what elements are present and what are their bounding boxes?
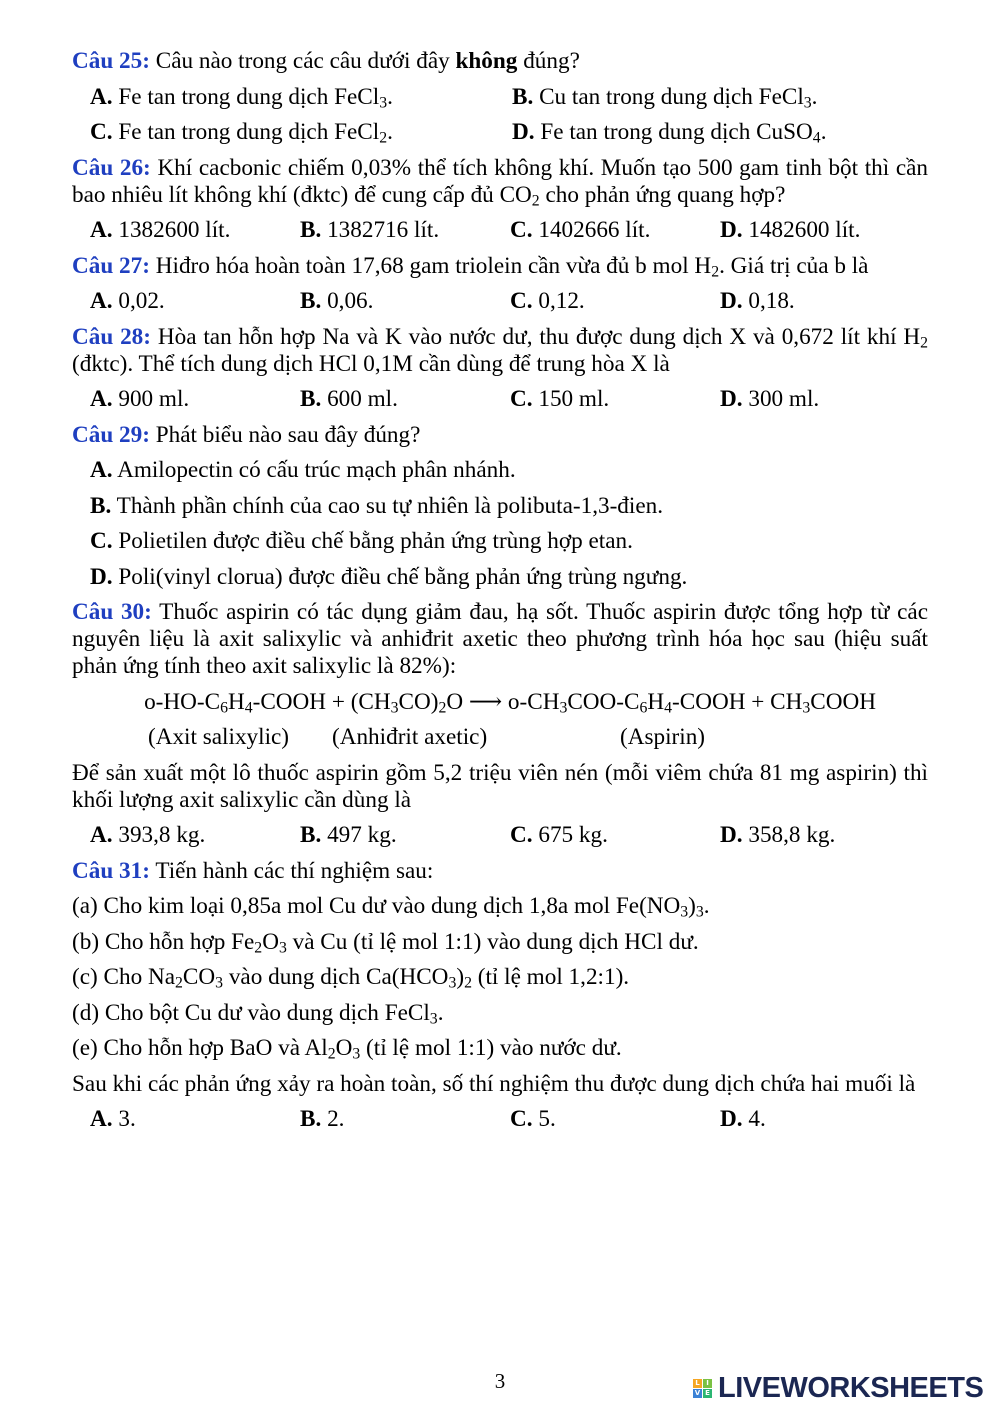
subscript: 3 xyxy=(215,974,224,992)
text-run: 0,12. xyxy=(538,288,585,314)
text-run: 497 kg. xyxy=(327,822,397,848)
chemical-equation xyxy=(72,689,928,716)
option-text xyxy=(118,217,230,243)
option-text xyxy=(118,528,633,554)
text-run: Amilopectin có cấu trúc mạch phân nhánh. xyxy=(117,457,516,483)
subscript: 3 xyxy=(448,974,457,992)
option-letter: C. xyxy=(510,288,533,314)
option-letter: B. xyxy=(300,386,322,412)
text-run: đúng? xyxy=(517,48,580,74)
option-letter: B. xyxy=(300,1106,322,1132)
stem-line xyxy=(72,182,928,209)
option-d[interactable] xyxy=(720,386,930,413)
text-run: O xyxy=(335,1035,353,1061)
text-run: COO-C xyxy=(567,688,640,715)
option-c[interactable] xyxy=(510,288,720,315)
logo-text: LIVEWORKSHEETS xyxy=(718,1372,984,1404)
text-run: Poli(vinyl clorua) được điều chế bằng phản ứng trùng ngưng. xyxy=(118,563,688,590)
stem-line xyxy=(72,787,928,814)
text-run: 358,8 kg. xyxy=(748,822,836,848)
text-run: Câu nào trong các câu dưới đây xyxy=(155,48,456,74)
option-letter: D. xyxy=(720,217,743,243)
question-25 xyxy=(72,48,928,146)
question-28-options xyxy=(72,386,928,413)
text-run: CO) xyxy=(398,688,439,715)
subscript: 6 xyxy=(220,698,228,716)
option-d[interactable] xyxy=(720,822,930,849)
option-letter: D. xyxy=(720,1106,743,1132)
option-c[interactable] xyxy=(510,1106,720,1133)
text-run: và Cu (tỉ lệ mol 1:1) vào dung dịch HCl dư. xyxy=(286,928,699,955)
option-letter: B. xyxy=(300,822,322,848)
question-31-options xyxy=(72,1106,928,1133)
logo-tile: L xyxy=(693,1379,702,1388)
option-b[interactable] xyxy=(512,84,934,111)
option-letter: D. xyxy=(720,386,743,412)
text-run: nguyên liệu là axit salixylic và anhiđrit axetic theo phương trình hóa học sau (hiệu suất xyxy=(72,626,928,652)
bold-text: không xyxy=(455,48,518,74)
option-letter: B. xyxy=(300,288,322,314)
text-run: 900 ml. xyxy=(118,386,190,412)
option-letter: B. xyxy=(512,83,534,110)
experiment-item xyxy=(72,1000,928,1027)
question-label: Câu 31: xyxy=(72,857,150,884)
experiment-item xyxy=(72,1035,928,1062)
text-run: (a) Cho kim loại 0,85a mol Cu dư vào dung dịch 1,8a mol Fe(NO xyxy=(72,893,681,919)
equation-label-aspirin: (Aspirin) xyxy=(620,724,706,750)
question-25-stem xyxy=(72,48,928,75)
question-28-stem xyxy=(72,324,928,378)
text-run: 1382716 lít. xyxy=(327,217,440,243)
text-run: Để sản xuất một lô thuốc aspirin gồm 5,2 triệu viên nén (mỗi viêm chứa 81 mg aspirin) thì xyxy=(72,759,928,786)
option-text xyxy=(748,1106,765,1132)
subscript: 4 xyxy=(812,129,821,147)
option-c[interactable] xyxy=(90,528,928,555)
option-a[interactable] xyxy=(90,386,300,413)
subscript: 6 xyxy=(639,698,648,716)
text-run: . xyxy=(820,119,827,145)
text-run: Fe tan trong dung dịch FeCl xyxy=(118,119,380,145)
text-run: Khí cacbonic chiếm 0,03% thể tích không khí. Muốn tạo 500 gam tinh bột thì cần xyxy=(157,154,929,181)
option-c[interactable] xyxy=(510,217,720,244)
text-run: bao nhiêu lít không khí (đktc) để cung cấp đủ CO xyxy=(72,181,532,208)
text-run: -COOH + CH xyxy=(672,688,803,715)
text-run: Cu tan trong dung dịch FeCl xyxy=(539,83,804,110)
question-26 xyxy=(72,155,928,245)
text-run: 0,18. xyxy=(748,288,795,314)
logo-tile: E xyxy=(703,1389,712,1398)
option-text xyxy=(118,386,189,412)
option-letter: A. xyxy=(90,83,113,110)
question-30-stem xyxy=(72,599,928,680)
text-run: 1382600 lít. xyxy=(118,217,231,243)
subscript: 3 xyxy=(390,698,399,716)
option-text xyxy=(118,84,393,110)
text-run: 1402666 lít. xyxy=(538,217,651,243)
text-run: (c) Cho Na xyxy=(72,964,176,990)
text-run: COOH xyxy=(810,688,876,715)
option-b[interactable] xyxy=(300,822,510,849)
subscript: 2 xyxy=(327,1045,336,1063)
text-run: (đktc). Thể tích dung dịch HCl 0,1M cần dùng để trung hòa X là xyxy=(72,350,670,377)
option-letter: C. xyxy=(510,822,533,848)
text-run: 2. xyxy=(327,1106,345,1132)
option-text xyxy=(538,217,650,243)
logo-tile: V xyxy=(694,1389,701,1397)
option-letter: A. xyxy=(90,217,113,243)
option-text xyxy=(748,288,794,314)
text-run: CO xyxy=(182,964,216,990)
stem-line xyxy=(72,422,928,449)
text-run: H xyxy=(227,688,245,715)
question-29-options xyxy=(72,457,928,591)
option-letter: A. xyxy=(90,457,113,483)
question-31-question xyxy=(72,1071,928,1098)
subscript: 3 xyxy=(379,93,388,111)
text-run: . Giá trị của b là xyxy=(719,252,869,279)
liveworksheets-logo[interactable] xyxy=(693,1374,983,1403)
option-a[interactable] xyxy=(90,84,512,111)
subscript: 3 xyxy=(352,1045,361,1063)
option-b[interactable] xyxy=(90,493,928,520)
question-27-stem xyxy=(72,253,928,280)
option-letter: C. xyxy=(90,528,113,554)
logo-tile: I xyxy=(703,1379,712,1388)
subscript: 2 xyxy=(711,262,720,280)
text-run: 5. xyxy=(538,1106,556,1132)
text-run: -COOH + (CH xyxy=(252,688,391,715)
option-text xyxy=(538,288,584,314)
text-run: 3. xyxy=(118,1106,136,1132)
stem-line xyxy=(72,599,928,626)
question-28 xyxy=(72,324,928,414)
option-a[interactable] xyxy=(90,1106,300,1133)
stem-line xyxy=(72,253,928,280)
question-29 xyxy=(72,422,928,591)
option-text xyxy=(539,84,817,110)
text-run: 675 kg. xyxy=(538,822,608,848)
option-b[interactable] xyxy=(300,288,510,315)
question-31 xyxy=(72,858,928,1134)
option-letter: A. xyxy=(90,288,113,314)
question-31-experiments xyxy=(72,893,928,1062)
question-29-stem xyxy=(72,422,928,449)
text-run: 0,06. xyxy=(327,288,374,314)
text-run: 150 ml. xyxy=(538,386,610,412)
option-letter: C. xyxy=(510,217,533,243)
stem-line xyxy=(72,653,928,680)
worksheet-content xyxy=(72,48,928,1142)
text-run: cho phản ứng quang hợp? xyxy=(539,181,786,208)
option-letter: C. xyxy=(510,1106,533,1132)
subscript: 2 xyxy=(438,698,447,716)
option-letter: D. xyxy=(90,563,113,590)
question-25-options xyxy=(72,84,928,147)
option-b[interactable] xyxy=(300,1106,510,1133)
stem-line xyxy=(72,1071,928,1098)
option-b[interactable] xyxy=(300,386,510,413)
option-a[interactable] xyxy=(90,217,300,244)
equation-label-salicylic-acid: (Axit salixylic) xyxy=(148,724,290,750)
question-27-options xyxy=(72,288,928,315)
option-text xyxy=(327,288,373,314)
equation-label-acetic-anhydride: (Anhiđrit axetic) xyxy=(332,724,488,750)
text-run: 4. xyxy=(748,1106,766,1132)
text-run: Sau khi các phản ứng xảy ra hoàn toàn, số thí nghiệm thu được dung dịch chứa hai muối là xyxy=(72,1070,916,1097)
text-run: o-HO-C xyxy=(144,688,221,715)
text-run: Tiến hành các thí nghiệm sau: xyxy=(155,857,434,884)
page-number: 3 xyxy=(494,1369,506,1393)
option-d[interactable] xyxy=(720,217,930,244)
option-text xyxy=(117,457,516,483)
question-30-options xyxy=(72,822,928,849)
text-run: Polietilen được điều chế bằng phản ứng trùng hợp etan. xyxy=(118,528,633,554)
subscript: 3 xyxy=(803,93,812,111)
option-text xyxy=(118,288,164,314)
option-letter: D. xyxy=(512,119,535,145)
option-text xyxy=(117,493,663,519)
subscript: 4 xyxy=(244,698,253,716)
option-text xyxy=(327,217,439,243)
text-run: Thuốc aspirin có tác dụng giảm đau, hạ sốt. Thuốc aspirin được tổng hợp từ các xyxy=(159,599,928,625)
subscript: 2 xyxy=(920,333,929,351)
subscript: 2 xyxy=(175,974,183,992)
option-letter: D. xyxy=(720,288,743,314)
experiment-item xyxy=(72,964,928,991)
question-label: Câu 30: xyxy=(72,599,152,625)
text-run: khối lượng axit salixylic cần dùng là xyxy=(72,786,412,813)
option-letter: D. xyxy=(720,822,743,848)
stem-line xyxy=(72,626,928,653)
option-letter: A. xyxy=(90,1106,113,1132)
option-text xyxy=(540,119,826,145)
question-label: Câu 29: xyxy=(72,421,150,448)
option-text xyxy=(538,386,609,412)
text-run: 393,8 kg. xyxy=(118,822,206,848)
equation-labels xyxy=(72,724,928,751)
option-text xyxy=(118,119,393,145)
experiment-item xyxy=(72,929,928,956)
text-run: O xyxy=(262,928,279,955)
question-26-stem xyxy=(72,155,928,209)
option-d[interactable] xyxy=(512,119,934,146)
option-text xyxy=(327,1106,344,1132)
stem-line xyxy=(72,155,928,182)
option-c[interactable] xyxy=(510,822,720,849)
option-text xyxy=(538,1106,555,1132)
stem-line xyxy=(72,858,928,885)
option-text xyxy=(327,386,398,412)
option-text xyxy=(748,386,819,412)
text-run: Fe tan trong dung dịch FeCl xyxy=(118,83,380,110)
question-label: Câu 28: xyxy=(72,323,151,350)
subscript: 2 xyxy=(379,129,388,147)
liveworksheets-logo-icon xyxy=(693,1379,712,1398)
text-run: . xyxy=(437,999,444,1026)
option-d[interactable] xyxy=(720,288,930,315)
option-d[interactable] xyxy=(90,564,928,591)
text-run: (tỉ lệ mol 1:1) vào nước dư. xyxy=(360,1035,622,1061)
option-text xyxy=(748,217,860,243)
experiment-item xyxy=(72,893,928,920)
option-text xyxy=(748,822,835,848)
option-text xyxy=(118,564,687,590)
text-run: ) xyxy=(688,893,696,919)
subscript: 3 xyxy=(278,938,287,956)
option-c[interactable] xyxy=(90,119,512,146)
text-run: . xyxy=(703,893,710,919)
text-run: . xyxy=(811,83,818,110)
text-run: (tỉ lệ mol 1,2:1). xyxy=(471,964,630,990)
text-run: (e) Cho hỗn hợp BaO và Al xyxy=(72,1035,328,1061)
question-31-stem xyxy=(72,858,928,885)
question-26-options xyxy=(72,217,928,244)
text-run: ) xyxy=(456,964,465,990)
subscript: 3 xyxy=(695,903,704,921)
text-run: 0,02. xyxy=(118,288,165,314)
option-letter: C. xyxy=(510,386,533,412)
option-text xyxy=(118,822,205,848)
question-label: Câu 25: xyxy=(72,48,150,74)
subscript: 3 xyxy=(559,698,568,716)
stem-line xyxy=(72,351,928,378)
option-a[interactable] xyxy=(90,822,300,849)
subscript: 3 xyxy=(680,903,689,921)
text-run: . xyxy=(387,119,393,145)
text-run: Fe tan trong dung dịch CuSO xyxy=(540,119,813,145)
option-text xyxy=(118,1106,135,1132)
text-run: (d) Cho bột Cu dư vào dung dịch FeCl xyxy=(72,999,430,1026)
text-run: vào dung dịch Ca(HCO xyxy=(223,964,449,990)
subscript: 3 xyxy=(429,1009,438,1027)
option-b[interactable] xyxy=(300,217,510,244)
option-letter: A. xyxy=(90,822,113,848)
subscript: 2 xyxy=(254,938,263,956)
option-c[interactable] xyxy=(510,386,720,413)
option-letter: A. xyxy=(90,386,113,412)
option-text xyxy=(327,822,397,848)
option-letter: B. xyxy=(90,492,112,519)
text-run: . xyxy=(387,83,393,110)
text-run: 1482600 lít. xyxy=(748,217,861,243)
subscript: 4 xyxy=(664,698,673,716)
text-run: (b) Cho hỗn hợp Fe xyxy=(72,928,255,955)
question-30-stem-continued xyxy=(72,760,928,814)
option-a[interactable] xyxy=(90,457,928,484)
stem-line xyxy=(72,760,928,787)
text-run: O ⟶ o-CH xyxy=(446,688,560,715)
question-label: Câu 27: xyxy=(72,252,150,279)
subscript: 2 xyxy=(464,974,472,992)
subscript: 3 xyxy=(802,698,811,716)
text-run: 600 ml. xyxy=(327,386,398,412)
text-run: Phát biểu nào sau đây đúng? xyxy=(155,421,421,448)
option-letter: C. xyxy=(90,119,113,145)
option-letter: B. xyxy=(300,217,322,243)
option-d[interactable] xyxy=(720,1106,930,1133)
question-30 xyxy=(72,599,928,849)
option-a[interactable] xyxy=(90,288,300,315)
text-run: Thành phần chính của cao su tự nhiên là polibuta-1,3-đien. xyxy=(116,492,664,519)
question-label: Câu 26: xyxy=(72,154,151,181)
option-text xyxy=(538,822,608,848)
text-run: phản ứng tính theo axit salixylic là 82%): xyxy=(72,653,457,679)
stem-line xyxy=(72,324,928,351)
stem-line xyxy=(72,48,928,75)
subscript: 2 xyxy=(531,191,540,209)
text-run: Hòa tan hỗn hợp Na và K vào nước dư, thu được dung dịch X và 0,672 lít khí H xyxy=(157,323,921,350)
text-run: 300 ml. xyxy=(748,386,820,412)
question-27 xyxy=(72,253,928,316)
text-run: Hiđro hóa hoàn toàn 17,68 gam triolein cần vừa đủ b mol H xyxy=(155,252,712,279)
text-run: H xyxy=(647,688,665,715)
